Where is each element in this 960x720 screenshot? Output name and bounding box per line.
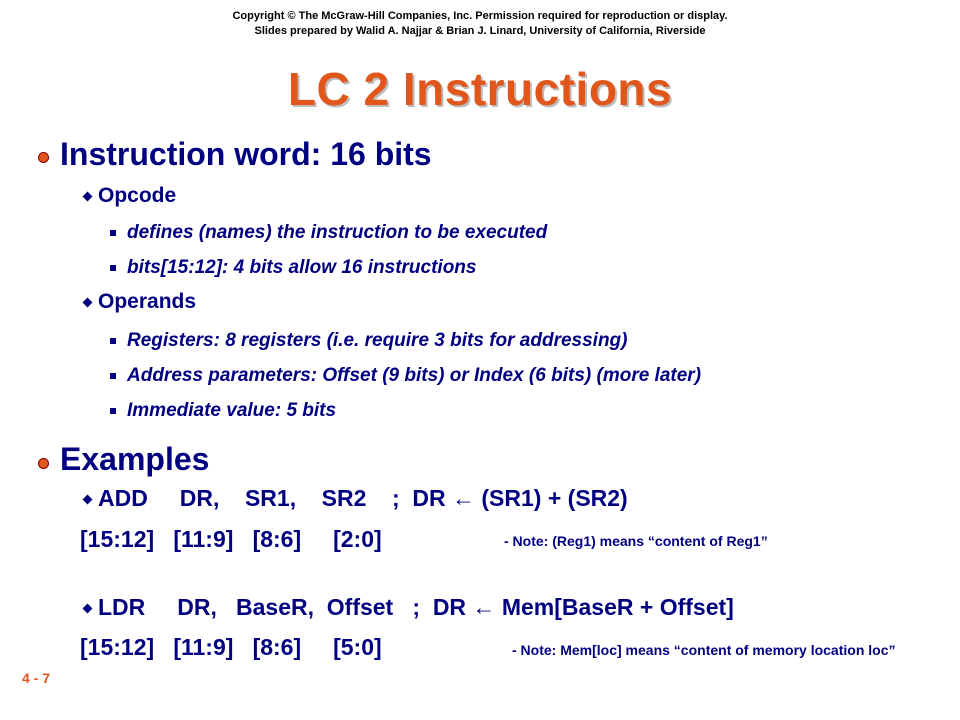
bullet-examples: Examples bbox=[60, 441, 210, 477]
opcode-item: defines (names) the instruction to be executed bbox=[127, 222, 548, 243]
operand-item: Registers: 8 registers (i.e. require 3 bits for addressing) bbox=[127, 330, 628, 351]
bullet-dot-icon bbox=[38, 458, 49, 469]
slide-title: LC 2 Instructions bbox=[287, 63, 673, 115]
example-ldr-fields: [15:12] [11:9] [8:6] [5:0] bbox=[80, 634, 382, 660]
example-ldr-note: - Note: Mem[loc] means “content of memory location loc” bbox=[512, 642, 896, 658]
square-bullet-icon bbox=[110, 408, 116, 414]
bullet-dot-icon bbox=[38, 152, 49, 163]
diamond-bullet-icon bbox=[83, 298, 93, 308]
copyright-line: Copyright © The McGraw-Hill Companies, Inc. Permission required for reproduction or display. bbox=[232, 10, 728, 22]
opcode-item: bits[15:12]: 4 bits allow 16 instructions bbox=[127, 257, 477, 278]
square-bullet-icon bbox=[110, 373, 116, 379]
operand-item: Immediate value: 5 bits bbox=[127, 400, 337, 421]
operand-item: Address parameters: Offset (9 bits) or Index (6 bits) (more later) bbox=[127, 365, 702, 386]
bullet-instruction-word: Instruction word: 16 bits bbox=[60, 136, 432, 172]
square-bullet-icon bbox=[110, 338, 116, 344]
example-add-instruction: ADD DR, SR1, SR2 ; DR ← (SR1) + (SR2) bbox=[98, 485, 628, 511]
diamond-bullet-icon bbox=[83, 495, 93, 505]
bullet-operands: Operands bbox=[98, 290, 197, 313]
bullet-opcode: Opcode bbox=[98, 184, 177, 207]
page-number: 4 - 7 bbox=[22, 670, 51, 686]
diamond-bullet-icon bbox=[83, 604, 93, 614]
example-ldr-instruction: LDR DR, BaseR, Offset ; DR ← Mem[BaseR + Offset] bbox=[98, 594, 734, 620]
square-bullet-icon bbox=[110, 265, 116, 271]
credits-line: Slides prepared by Walid A. Najjar & Brian J. Linard, University of California, Riverside bbox=[254, 25, 706, 37]
diamond-bullet-icon bbox=[83, 192, 93, 202]
example-add-note: - Note: (Reg1) means “content of Reg1” bbox=[504, 533, 768, 549]
square-bullet-icon bbox=[110, 230, 116, 236]
example-add-fields: [15:12] [11:9] [8:6] [2:0] bbox=[80, 526, 382, 552]
